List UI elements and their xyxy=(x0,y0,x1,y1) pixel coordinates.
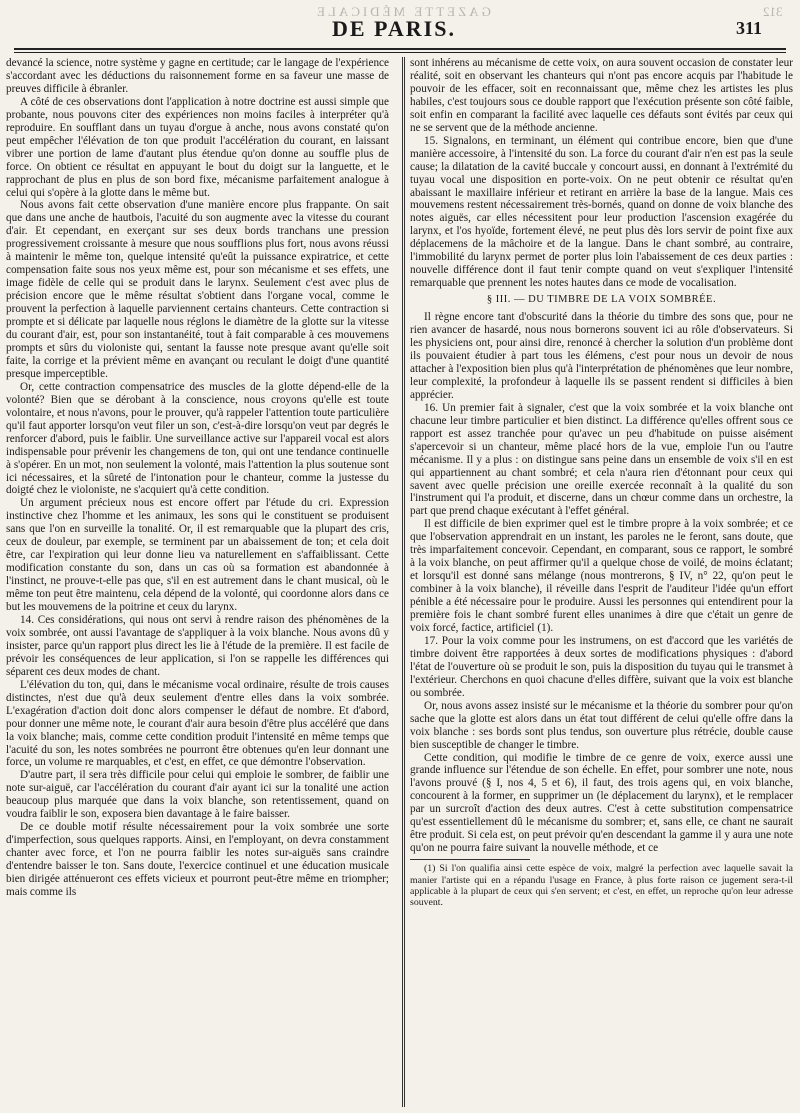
paragraph: De ce double motif résulte nécessairement pour la voix sombrée une sorte d'imperfection, sous quelques rapports. Ainsi, en l'employant, on devra constamment chanter avec force, et l'on ne pourra faiblir les notes sur-aiguës sans craindre d'entendre baisser le ton. Sans doute, l'exercice continuel et une éducation musicale bien dirigée atténueront ces effets vicieux et pourront peut-être même en triompher; mais comme ils xyxy=(6,821,389,898)
paragraph: Il règne encore tant d'obscurité dans la théorie du timbre des sons que, pour ne rien avancer de hasardé, nous nous bornerons souvent ici au rôle d'observateurs. Si les physiciens ont, pour ainsi dire, renoncé à chercher la solution d'un problème dont ils pouvaient étudier à part tous les élémens, c'est pour nous un devoir de nous attacher à l'exposition bien plus qu'à l'interprétation de phénomènes que leur nombre, leur complexité, la profondeur à laquelle ils se passent rendent si difficiles à bien apprécier. xyxy=(410,311,793,401)
paragraph: Un argument précieux nous est encore offert par l'étude du cri. Expression instinctive chez l'homme et les animaux, les sons qui le constituent se produisent sans que l'on en surveille la tonalité. Or, il est remarquable que la plupart des cris, ceux de douleur, par exemple, se terminent par un abaissement de ton; et cela doit être, car l'expiration qui leur donne lieu va naturellement en s'affaiblissant. Cette modification constante du son, dans un cas où sa formation est abandonnée à l'instinct, ne prouve-t-elle pas que, s'il en est autrement dans le chant musical, où le même ton peut être maintenu, cela dépend de la volonté, qui coordonne alors dans ce but les mouvemens de la poitrine et ceux du larynx. xyxy=(6,497,389,614)
column-divider-inner xyxy=(404,57,405,1107)
paragraph: devancé la science, notre système y gagne en certitude; car le langage de l'expérience s'accordant avec les déductions du raisonnement forme en sa faveur une masse de preuves difficile à ébranler. xyxy=(6,57,389,95)
paragraph: 15. Signalons, en terminant, un élément qui contribue encore, bien que d'une manière accessoire, à l'intensité du son. La force du courant d'air n'en est pas la seule cause; la dilatation de la cavité buccale y concourt aussi, en donnant à l'extrémité du tuyau vocal une disposition en porte-voix. On ne peut obtenir ce résultat qu'en abaissant le maxillaire inférieur et retirant en arrière la base de la langue. Mais ces mouvemens restent nécessairement très-bornés, quand on donne de voix blanche des notes aiguës, car elles nécessitent pour leur production l'ascension exagérée du larynx, et l'os hyoïde, fortement élevé, ne peut plus dès lors servir de point fixe aux déplacemens de la mâchoire et de la langue. Dans le chant sombré, au contraire, l'immobilité du larynx permet de porter plus loin l'abaissement de ces deux parties : nouvelle différence dont il faut tenir compte quand on veut s'expliquer l'intensité remarquable que prennent les notes hautes dans ce mode de vocalisation. xyxy=(410,134,793,290)
footnote: (1) Si l'on qualifia ainsi cette espèce de voix, malgré la perfection avec laquelle savait la manier l'artiste qui en a répandu l'usage en France, à plus forte raison ce jugement sera-t-il applicable à la plupart de ceux qui s'en servent; et c'est, en effet, un reproche qu'on leur adresse souvent. xyxy=(410,863,793,909)
paragraph: A côté de ces observations dont l'application à notre doctrine est aussi simple que probante, nous pouvons citer des expériences non moins faciles à interpréter qu'à reproduire. En soufflant dans un tuyau d'orgue à anche, nous avons constaté qu'on peut empêcher l'élévation de ton que produit l'accélération du courant, en laissant vibrer une portion de lame d'autant plus étendue qu'on donne au souffle plus de force. On obtient ce résultat en appuyant le bout du doigt sur la languette, et le rapprochant de plus en plus de son bord fixe, mécanisme parfaitement analogue à celui qui s'opère à la glotte dans le même but. xyxy=(6,95,389,199)
page-number: 311 xyxy=(735,18,762,38)
journal-title: DE PARIS. xyxy=(332,16,456,41)
paragraph: 14. Ces considérations, qui nous ont servi à rendre raison des phénomènes de la voix sombrée, ont aussi l'avantage de s'appliquer à la voix blanche. Nous avons dû y insister, parce qu'un rapport plus direct les lie à l'étude de la première. Il est facile de prévoir les conséquences de leur application, si l'on se rappelle les différences qui séparent ces deux modes de chant. xyxy=(6,613,389,678)
paragraph: 17. Pour la voix comme pour les instrumens, on est d'accord que les variétés de timbre doivent être rapportées à deux sortes de modifications physiques : d'abord l'état de l'ouverture où se produit le son, puis la disposition du tuyau qui le transmet à l'extérieur. Cherchons en quoi chacune d'elles diffère, suivant que la voix est blanche ou sombrée. xyxy=(410,634,793,699)
paragraph: D'autre part, il sera très difficile pour celui qui emploie le sombrer, de faiblir une note sur-aiguë, car l'accélération du courant d'air ayant ici sur la tonalité une action beaucoup plus marquée que dans la voix blanche, son retentissement, quand on voudra faiblir le son, exposera bien davantage à le faire baisser. xyxy=(6,769,389,821)
right-column xyxy=(410,57,793,1107)
column-divider xyxy=(402,57,403,1107)
show-through-text: GAZETTE MÉDICALE xyxy=(314,4,491,19)
header-rule xyxy=(14,48,786,50)
paragraph: sont inhérens au mécanisme de cette voix, on aura souvent occasion de constater leur réalité, soit en observant les chanteurs qui n'ont pas encore acquis par l'habitude le pouvoir de les effacer, soit en reconnaissant que, même chez les artistes les plus habiles, c'est toujours sous ce double rapport que l'exécution présente son côté faible, soit enfin en comparant la facilité avec laquelle ces défauts sont évités par ceux qui ne se servent que de la méthode ancienne. xyxy=(410,57,793,134)
paragraph: 16. Un premier fait à signaler, c'est que la voix sombrée et la voix blanche ont chacune leur timbre particulier et bien distinct. La différence qu'elles offrent sous ce rapport est assez tranchée pour qu'avec un peu d'habitude on puisse aisément s'apercevoir si un chanteur, même placé hors de la vue, emploie l'un ou l'autre mécanisme. Il y a plus : on distingue sans peine dans un ensemble de voix s'il en est qui appartiennent au chant sombré; et cela n'aura rien d'étonnant pour ceux qui savent avec quelle précision une oreille exercée reconnaît à la qualité du son l'instrument qui l'a produit, et discerne, dans un chœur comme dans un orchestre, la part que prend chaque exécutant à l'effet général. xyxy=(410,401,793,518)
header-rule-thin xyxy=(14,52,786,53)
running-header xyxy=(14,4,786,41)
paragraph: Il est difficile de bien exprimer quel est le timbre propre à la voix sombrée; et ce que l'observation apprendrait en un instant, les paroles ne le feront, sans doute, que très imparfaitement concevoir. Cependant, en comparant, sous ce rapport, le sombré à la voix blanche, on peut affirmer qu'il a quelque chose de voilé, de moins éclatant; et lorsqu'il est donné sans mélange (nous montrerons, § IV, n° 22, qu'on peut le combiner à la voix blanche), il réveille dans l'esprit de l'auditeur l'idée qu'un effort pénible a été nécessaire pour le produire. Aussi les personnes qui entendirent pour la première fois le chant sombré furent elles unanimes à dire que c'était un genre de voix forcé, factice, artificiel (1). xyxy=(410,518,793,634)
paragraph: Or, cette contraction compensatrice des muscles de la glotte dépend-elle de la volonté? Bien que se dérobant à la conscience, nous croyons qu'elle est toute volontaire, et nous n'avons, pour le prouver, qu'à rappeler l'attention toute particulière qu'il faut apporter lorsqu'on veut filer un son, c'est-à-dire lorsqu'on veut par degrés le renforcer d'abord, puis le faiblir. Une surveillance active sur l'appareil vocal est alors indispensable pour prévenir les changemens de ton, qui ont une tendance continuelle à s'opérer. En un mot, non seulement la volonté, mais l'attention la plus soutenue sont ici nécessaires, et la sûreté de l'intonation pour le chanteur, comme la justesse du doigté chez le violoniste, ne s'acquiert qu'à cette condition. xyxy=(6,380,389,497)
section-heading: § III. — DU TIMBRE DE LA VOIX SOMBRÉE. xyxy=(486,294,717,306)
show-through-number: 312 xyxy=(762,4,782,19)
paragraph: Cette condition, qui modifie le timbre de ce genre de voix, exerce aussi une grande influence sur l'étendue de son échelle. En effet, pour sombrer une note, nous l'avons prouvé (§ I, nos 4, 5 et 6), il faut, des trois agens qui, en voix blanche, concourent à la former, en supprimer un (le déplacement du larynx), et le remplacer par un surcroît d'action des deux autres. C'est à cette substitution compensatrice qu'est essentiellement dû le mécanisme du sombrer; et, sans elle, ce chant ne saurait être produit. Si cela est, on peut prévoir qu'en descendant la gamme il y aura une note qu'on ne pourra faire suivant la nouvelle méthode, et ce xyxy=(410,751,793,855)
paragraph: L'élévation du ton, qui, dans le mécanisme vocal ordinaire, résulte de trois causes distinctes, n'est due qu'à deux seulement d'entre elles dans la voix sombrée. L'exagération d'action doit donc alors compenser le défaut de nombre. Et d'abord, pour donner une même note, le courant d'air aura besoin d'être plus accéléré que dans la voix blanche; mais, comme cette condition produit l'intensité en même temps que l'acuité du son, les notes sombrées ne pourront être obtenues qu'en leur donnant une force, un volume re marquables, et c'est, en effet, ce que démontre l'observation. xyxy=(6,678,389,769)
footnote-rule xyxy=(410,859,530,860)
paragraph: Nous avons fait cette observation d'une manière encore plus frappante. On sait que dans une anche de hautbois, l'acuité du son augmente avec la vitesse du courant d'air. Et cependant, en exerçant sur ses deux bords tranchans une pression progressivement croissante à mesure que nous soufflions plus fort, nous avons réussi à maintenir le même ton, quelque intensité qu'eût la puissance expiratrice, et cette compensation faite sous nos yeux même est, pour son mécanisme et ses effets, une image fidèle de celle qui se produit dans le larynx. Seulement c'est avec plus de précision encore que le même résultat s'obtient dans l'organe vocal, comme le prouvent la perfection à laquelle parviennent certains chanteurs. Cette contraction si prompte et si délicate par laquelle nous réglons le diamètre de la glotte sur la vitesse du courant d'air, est, pour son instantanéité, tout à fait comparable à ces mouvemens prompts et sûrs du violoniste qui, sentant la fausse note presque avant qu'elle soit faite, la corrige et la prévient même en avançant ou reculant le doigt d'une quantité presque imperceptible. xyxy=(6,199,389,380)
left-column xyxy=(6,57,389,1107)
paragraph: Or, nous avons assez insisté sur le mécanisme et la théorie du sombrer pour qu'on sache que la glotte est alors dans un état tout différent de celui qu'elle offre dans la voix blanche : ses bords sont plus tendus, son ouverture plus rétrécie, double cause bien susceptible de changer le timbre. xyxy=(410,699,793,751)
